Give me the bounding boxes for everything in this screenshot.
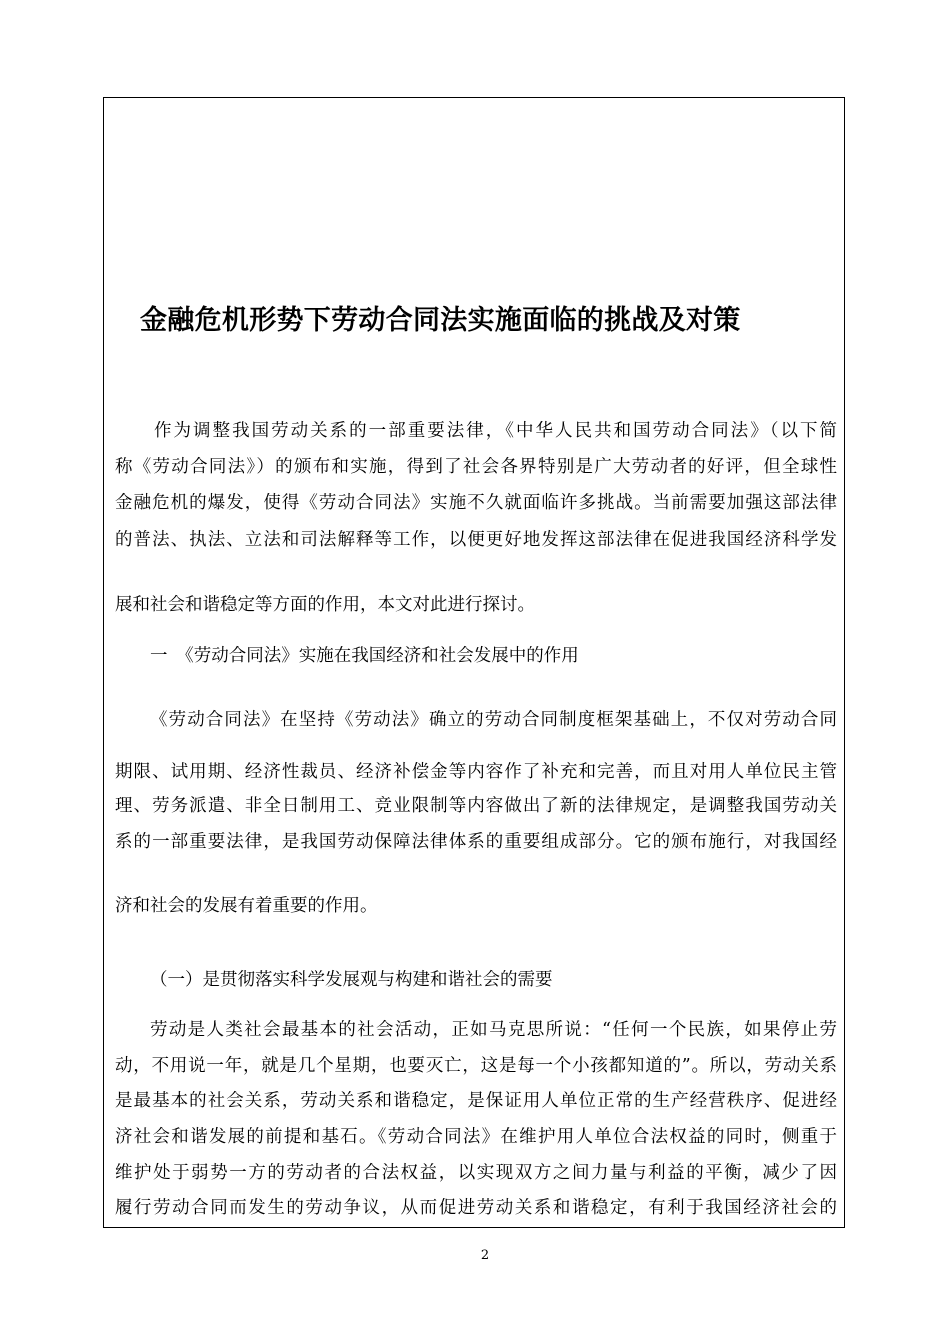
- intro-line-1: 作为调整我国劳动关系的一部重要法律，《中华人民共和国劳动合同法》（以下简: [115, 421, 837, 441]
- section-line-5: 济和社会的发展有着重要的作用。: [115, 896, 378, 916]
- intro-line-5: 展和社会和谐稳定等方面的作用，本文对此进行探讨。: [115, 595, 535, 615]
- subsection-line-5: 维护处于弱势一方的劳动者的合法权益，以实现双方之间力量与利益的平衡，减少了因: [115, 1163, 837, 1183]
- section-heading: 一 《劳动合同法》实施在我国经济和社会发展中的作用: [150, 646, 579, 666]
- intro-line-2: 称《劳动合同法》）的颁布和实施，得到了社会各界特别是广大劳动者的好评，但全球性: [115, 457, 837, 477]
- section-line-3: 理、劳务派遣、非全日制用工、竞业限制等内容做出了新的法律规定，是调整我国劳动关: [115, 796, 837, 816]
- subsection-line-2: 动，不用说一年，就是几个星期，也要灭亡，这是每一个小孩都知道的”。所以，劳动关系: [115, 1056, 837, 1076]
- section-line-2: 期限、试用期、经济性裁员、经济补偿金等内容作了补充和完善，而且对用人单位民主管: [115, 762, 837, 782]
- document-title: 金融危机形势下劳动合同法实施面临的挑战及对策: [140, 305, 741, 336]
- section-line-1: 《劳动合同法》在坚持《劳动法》确立的劳动合同制度框架基础上，不仅对劳动合同: [150, 710, 837, 730]
- subsection-heading: （一）是贯彻落实科学发展观与构建和谐社会的需要: [150, 970, 553, 990]
- subsection-line-3: 是最基本的社会关系，劳动关系和谐稳定，是保证用人单位正常的生产经营秩序、促进经: [115, 1091, 837, 1111]
- section-line-4: 系的一部重要法律，是我国劳动保障法律体系的重要组成部分。它的颁布施行，对我国经: [115, 832, 837, 852]
- subsection-line-1: 劳动是人类社会最基本的社会活动，正如马克思所说：“任何一个民族，如果停止劳: [150, 1020, 837, 1040]
- subsection-line-6: 履行劳动合同而发生的劳动争议，从而促进劳动关系和谐稳定，有利于我国经济社会的: [115, 1198, 837, 1218]
- subsection-line-4: 济社会和谐发展的前提和基石。《劳动合同法》在维护用人单位合法权益的同时，侧重于: [115, 1127, 837, 1147]
- page-number: 2: [480, 1248, 490, 1263]
- intro-line-4: 的普法、执法、立法和司法解释等工作，以便更好地发挥这部法律在促进我国经济科学发: [115, 530, 837, 550]
- intro-line-3: 金融危机的爆发，使得《劳动合同法》实施不久就面临许多挑战。当前需要加强这部法律: [115, 493, 837, 513]
